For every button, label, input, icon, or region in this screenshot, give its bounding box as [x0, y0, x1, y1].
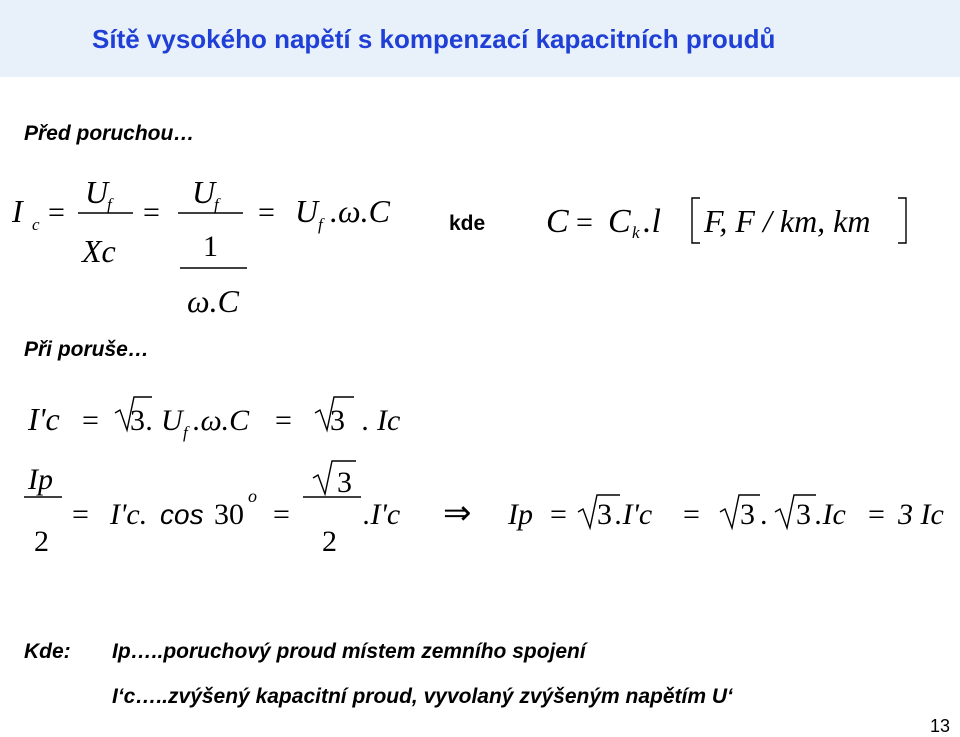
eq1-result-rest: .ω.C — [330, 193, 390, 229]
eq2-radicand: 3 — [130, 404, 145, 437]
eq3-equals: = — [273, 498, 290, 531]
eq1-frac1-num-sub: f — [107, 195, 112, 214]
eq2-rest: . Ic — [362, 404, 401, 437]
legend-line-1: Ip…..poruchový proud místem zemního spojení — [112, 640, 586, 663]
eq3-angle: 30 — [214, 498, 244, 531]
eq3-frac-num-radicand: 3 — [337, 466, 352, 499]
cap-rhs-sub: k — [632, 223, 640, 242]
kde-label: kde — [449, 212, 486, 235]
eq3-res-rest: .Ic — [815, 498, 846, 531]
cap-units: F, F / km, km — [704, 203, 871, 239]
eq3-degree: o — [248, 486, 257, 506]
eq3-mid-a: I'c. — [110, 498, 148, 531]
eq1-frac1-den: Xc — [82, 233, 116, 269]
eq3-res-radicand: 3 — [597, 498, 612, 531]
eq3-res-radicand: 3 — [796, 498, 811, 531]
eq3-frac-rest: .I'c — [363, 498, 401, 531]
eq1-frac2-num: U — [192, 174, 216, 210]
cap-rhs: C — [608, 203, 631, 240]
eq3-res-final: 3 Ic — [898, 498, 944, 531]
section-before-fault: Před poruchou… — [24, 122, 195, 145]
section-during-fault: Při poruše… — [24, 338, 149, 361]
eq2-rest-sub: f — [183, 423, 188, 442]
eq1-equals: = — [143, 196, 160, 229]
implies-arrow: ⇒ — [443, 495, 472, 532]
bracket-right — [898, 198, 906, 243]
eq1-equals: = — [258, 196, 275, 229]
eq1-result: U — [295, 193, 319, 229]
eq3-res-rest: .I'c — [615, 498, 653, 531]
legend-line-2: I‘c…..zvýšený kapacitní proud, vyvolaný zvýšeným napětím U‘ — [112, 685, 733, 708]
cap-equals: = — [576, 206, 593, 239]
eq2-rest-a: . U — [146, 404, 183, 437]
eq3-dot: . — [760, 498, 768, 531]
eq3-lhs-den: 2 — [34, 525, 49, 558]
eq3-cos: cos — [160, 499, 204, 530]
eq2-rest-b: .ω.C — [193, 404, 250, 437]
cap-rhs-rest: .l — [643, 203, 661, 240]
eq3-res-radicand: 3 — [740, 498, 755, 531]
cap-lhs: C — [546, 203, 569, 240]
eq1-frac2-num-sub: f — [214, 195, 219, 214]
eq1-lhs: I — [12, 193, 23, 229]
eq3-equals: = — [72, 498, 89, 531]
page-number: 13 — [930, 716, 951, 736]
eq1-equals: = — [48, 196, 65, 229]
eq1-frac2-den-num: 1 — [203, 230, 218, 263]
eq3-lhs-num: Ip — [28, 463, 53, 496]
eq3-equals: = — [868, 498, 885, 531]
eq3-frac-den: 2 — [322, 525, 337, 558]
eq1-result-sub: f — [318, 215, 323, 234]
formula-strokes — [24, 198, 906, 528]
legend-kde-label: Kde: — [24, 640, 71, 663]
eq2-radicand: 3 — [330, 404, 345, 437]
eq3-res-lhs: Ip — [508, 498, 533, 531]
eq1-lhs-sub: c — [32, 215, 40, 234]
eq3-equals: = — [550, 498, 567, 531]
eq2-equals: = — [82, 404, 99, 437]
eq1-frac1-num: U — [85, 174, 109, 210]
eq3-equals: = — [683, 498, 700, 531]
eq2-lhs: I'c — [28, 401, 60, 437]
eq2-equals: = — [275, 404, 292, 437]
eq1-frac2-den-den: ω.C — [187, 283, 239, 319]
bracket-left — [692, 198, 700, 243]
slide-title: Sítě vysokého napětí s kompenzací kapacitních proudů — [92, 24, 776, 54]
